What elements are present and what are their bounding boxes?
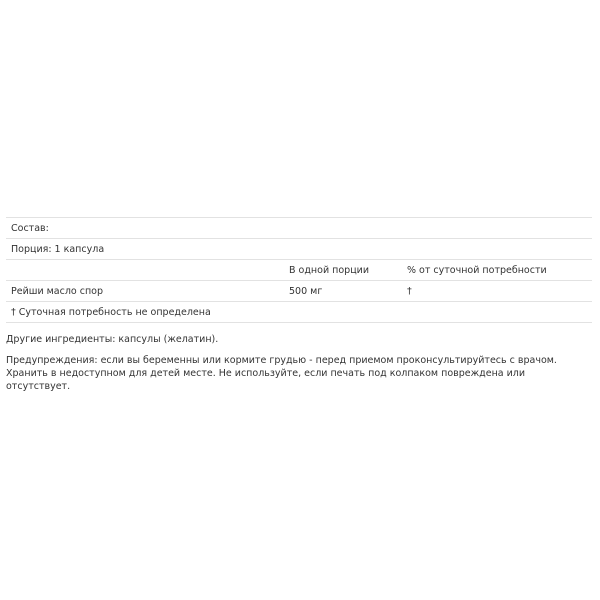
- ingredient-amount: 500 мг: [284, 281, 402, 302]
- footnote: † Суточная потребность не определена: [6, 302, 592, 323]
- facts-title-row: [6, 218, 592, 239]
- column-header-per-serving: В одной порции: [284, 260, 402, 281]
- ingredient-daily-value: †: [402, 281, 592, 302]
- column-header-daily-value: % от суточной потребности: [402, 260, 592, 281]
- ingredient-row: [6, 281, 592, 302]
- column-header-row: [6, 260, 592, 281]
- serving-size-row: [6, 239, 592, 260]
- supplement-facts-table: [6, 217, 592, 323]
- other-ingredients: Другие ингредиенты: капсулы (желатин).: [6, 334, 219, 345]
- serving-size: Порция: 1 капсула: [6, 239, 592, 260]
- facts-title: Состав:: [6, 218, 592, 239]
- footnote-row: [6, 302, 592, 323]
- warnings: Предупреждения: если вы беременны или кормите грудью - перед приемом проконсультируйтесь с врачом. Хранить в недоступном для детей месте. Не используйте, если печать под колпаком повреждена или отсутствует.: [6, 355, 557, 392]
- ingredient-name: Рейши масло спор: [6, 281, 284, 302]
- column-header-empty: [6, 260, 284, 281]
